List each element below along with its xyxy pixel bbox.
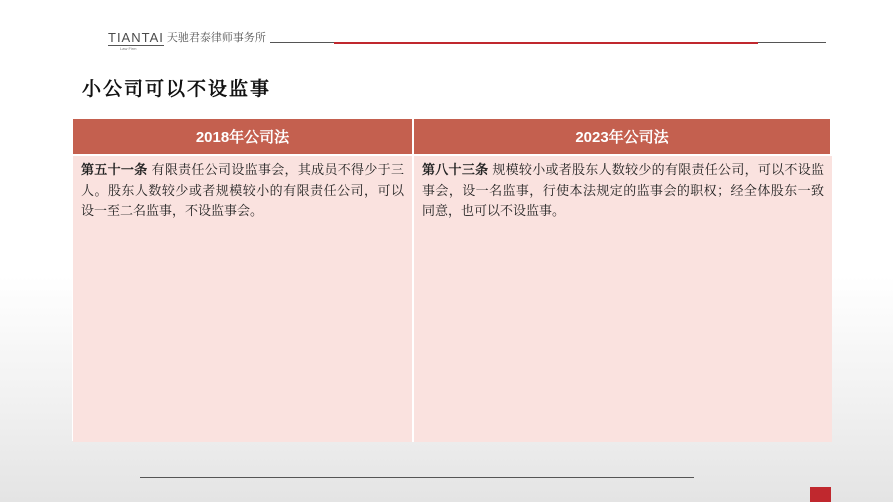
article-text-2023: 规模较小或者股东人数较少的有限责任公司，可以不设监事会，设一名监事，行使本法规定的监事会的职权；经全体股东一致同意，也可以不设监事。: [422, 163, 824, 219]
header-accent-rule: [334, 42, 758, 44]
logo-latin-text: TIANTAI: [108, 30, 164, 45]
logo-subtitle: Law Firm: [120, 46, 137, 51]
cell-2023-article: [414, 156, 832, 442]
logo-chinese-text: 天驰君泰律师事务所: [166, 31, 266, 44]
page-title: 小公司可以不设监事: [82, 78, 272, 100]
corner-accent-block: [810, 487, 831, 502]
column-header-2023: 2023年公司法: [414, 119, 832, 156]
column-header-2018: 2018年公司法: [73, 119, 414, 156]
article-number-2018: 第五十一条: [81, 163, 148, 178]
article-number-2023: 第八十三条: [422, 163, 489, 178]
cell-2018-article: [73, 156, 414, 442]
comparison-table: [72, 118, 831, 441]
footer-rule: [140, 477, 694, 478]
firm-logo: [108, 31, 266, 44]
article-text-2018: 有限责任公司设监事会，其成员不得少于三人。股东人数较少或者规模较小的有限责任公司，可以设一至二名监事，不设监事会。: [81, 163, 404, 219]
